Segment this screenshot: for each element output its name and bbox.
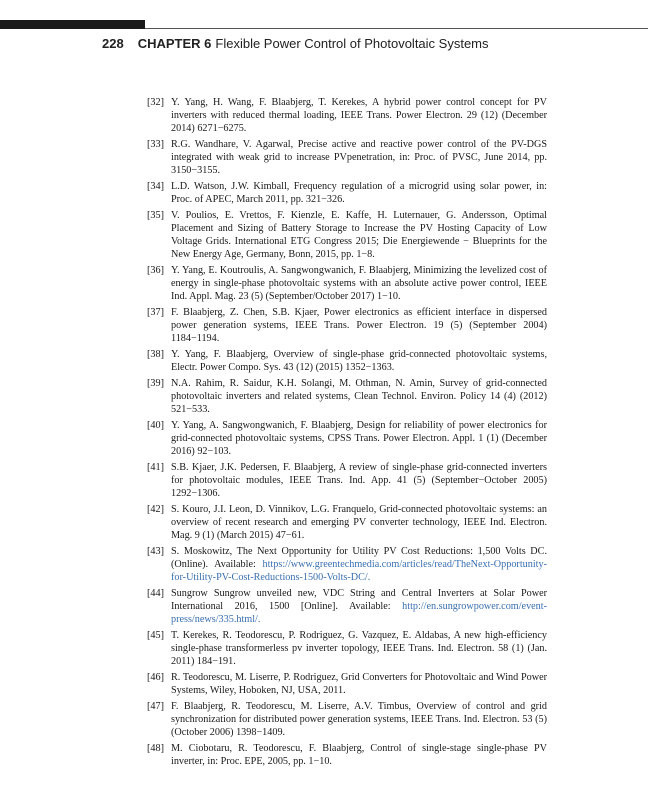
reference-link[interactable]: http://en.sungrowpower.com/event-press/news/335.html/. bbox=[171, 601, 547, 626]
reference-item bbox=[147, 587, 547, 627]
reference-text: Y. Yang, A. Sangwongwanich, F. Blaabjerg, Design for reliability of power electronics for grid-connected photovoltaic systems, CPSS Trans. Power Electron. Appl. 1 (1) (December 2016) 92−103. bbox=[171, 419, 547, 458]
reference-item bbox=[147, 348, 547, 374]
reference-text: M. Ciobotaru, R. Teodorescu, F. Blaabjerg, Control of single-stage single-phase PV inverter, in: Proc. EPE, 2005, pp. 1−10. bbox=[171, 742, 547, 767]
reference-number: [33] bbox=[147, 139, 164, 150]
running-header bbox=[102, 36, 489, 51]
reference-text: V. Poulios, E. Vrettos, F. Kienzle, E. Kaffe, H. Luternauer, G. Andersson, Optimal Placement and Sizing of Battery Storage to Increase the PV Hosting Capacity of Low Voltage Grids. International ETG Congress 2015; Die Energiewende − Blueprints for the New Energy Age, Germany, Bonn, 2015, pp. 1−8. bbox=[171, 209, 547, 261]
reference-text: S. Kouro, J.I. Leon, D. Vinnikov, L.G. Franquelo, Grid-connected photovoltaic systems: an overview of recent research and emerging PV converter technology, IEEE Ind. Electron. Mag. 9 (1) (March 2015) 47−61. bbox=[171, 503, 547, 542]
reference-item bbox=[147, 742, 547, 768]
reference-item bbox=[147, 461, 547, 501]
reference-item bbox=[147, 138, 547, 178]
reference-number: [45] bbox=[147, 629, 164, 641]
page-number: 228 bbox=[102, 36, 124, 51]
reference-text: Y. Yang, H. Wang, F. Blaabjerg, T. Kerekes, A hybrid power control concept for PV inverters with reduced thermal loading, IEEE Trans. Power Electron. 29 (12) (December 2014) 6271−6275. bbox=[171, 97, 547, 135]
reference-text: S.B. Kjaer, J.K. Pedersen, F. Blaabjerg, A review of single-phase grid-connected inverters for photovoltaic modules, IEEE Trans. Ind. App. 41 (5) (September−October 2005) 1292−1306. bbox=[171, 461, 547, 500]
reference-item bbox=[147, 419, 547, 459]
reference-item bbox=[147, 264, 547, 304]
reference-number: [47] bbox=[147, 700, 164, 712]
reference-text: F. Blaabjerg, Z. Chen, S.B. Kjaer, Power electronics as efficient interface in dispersed power generation systems, IEEE Trans. Power Electron. 19 (5) (September 2004) 1184−1194. bbox=[171, 307, 547, 345]
reference-item bbox=[147, 180, 547, 206]
reference-text: R.G. Wandhare, V. Agarwal, Precise active and reactive power control of the PV-DGS integrated with weak grid to increase PVpenetration, in: Proc. of PVSC, June 2014, pp. 3150−3155. bbox=[171, 139, 547, 177]
reference-link[interactable]: https://www.greentechmedia.com/articles/read/TheNext-Opportunity-for-Utility-PV-Cost-Reductions-1500-Volts-DC/. bbox=[171, 559, 547, 584]
reference-text: N.A. Rahim, R. Saidur, K.H. Solangi, M. Othman, N. Amin, Survey of grid-connected photovoltaic inverters and related systems, Clean Technol. Environ. Policy 14 (4) (2012) 521−533. bbox=[171, 377, 547, 416]
reference-number: [43] bbox=[147, 545, 164, 557]
reference-number: [46] bbox=[147, 671, 164, 683]
reference-number: [37] bbox=[147, 307, 164, 318]
reference-text: L.D. Watson, J.W. Kimball, Frequency regulation of a microgrid using solar power, in: Proc. of APEC, March 2011, pp. 321−326. bbox=[171, 181, 547, 206]
reference-number: [40] bbox=[147, 419, 164, 431]
reference-item bbox=[147, 96, 547, 136]
reference-text: Sungrow Sungrow unveiled new, VDC String and Central Inverters at Solar Power International 2016, 1500 [Online]. Available: bbox=[171, 587, 547, 612]
reference-item bbox=[147, 377, 547, 417]
reference-text: F. Blaabjerg, R. Teodorescu, M. Liserre, A.V. Timbus, Overview of control and grid synchronization for distributed power generation systems, IEEE Trans. Ind. Electron. 53 (5) (October 2006) 1398−1409. bbox=[171, 700, 547, 738]
reference-text: T. Kerekes, R. Teodorescu, P. Rodriguez, G. Vazquez, E. Aldabas, A new high-efficiency single-phase transformerless pv inverter topology, IEEE Trans. Ind. Electron. 58 (1) (Jan. 2011) 184−191. bbox=[171, 629, 547, 668]
reference-number: [39] bbox=[147, 377, 164, 389]
header-rule bbox=[145, 28, 648, 29]
reference-number: [42] bbox=[147, 503, 164, 515]
reference-item bbox=[147, 629, 547, 669]
reference-item bbox=[147, 503, 547, 543]
reference-item bbox=[147, 671, 547, 697]
reference-list bbox=[147, 96, 547, 770]
reference-number: [38] bbox=[147, 349, 164, 360]
reference-item bbox=[147, 545, 547, 585]
reference-number: [48] bbox=[147, 742, 164, 754]
reference-text: R. Teodorescu, M. Liserre, P. Rodriguez, Grid Converters for Photovoltaic and Wind Power Systems, Wiley, Hoboken, NJ, USA, 2011. bbox=[171, 671, 547, 696]
reference-number: [36] bbox=[147, 265, 164, 276]
reference-text: Y. Yang, E. Koutroulis, A. Sangwongwanich, F. Blaabjerg, Minimizing the levelized cost of energy in single-phase photovoltaic systems with an absolute active power control, IEEE Ind. Appl. Mag. 23 (5) (September/October 2017) 1−10. bbox=[171, 265, 547, 303]
reference-number: [44] bbox=[147, 587, 164, 599]
reference-item bbox=[147, 306, 547, 346]
reference-item bbox=[147, 700, 547, 740]
header-bar bbox=[0, 20, 145, 29]
reference-number: [35] bbox=[147, 209, 164, 221]
reference-text: S. Moskowitz, The Next Opportunity for Utility PV Cost Reductions: 1,500 Volts DC. (Online). Available: bbox=[171, 545, 547, 570]
chapter-title: Flexible Power Control of Photovoltaic Systems bbox=[215, 36, 489, 51]
reference-number: [41] bbox=[147, 461, 164, 473]
reference-number: [34] bbox=[147, 181, 164, 192]
reference-text: Y. Yang, F. Blaabjerg, Overview of single-phase grid-connected photovoltaic systems, Electr. Power Compo. Sys. 43 (12) (2015) 1352−1363. bbox=[171, 349, 547, 374]
reference-number: [32] bbox=[147, 97, 164, 108]
chapter-label: CHAPTER 6 bbox=[137, 36, 212, 51]
reference-item bbox=[147, 209, 547, 262]
